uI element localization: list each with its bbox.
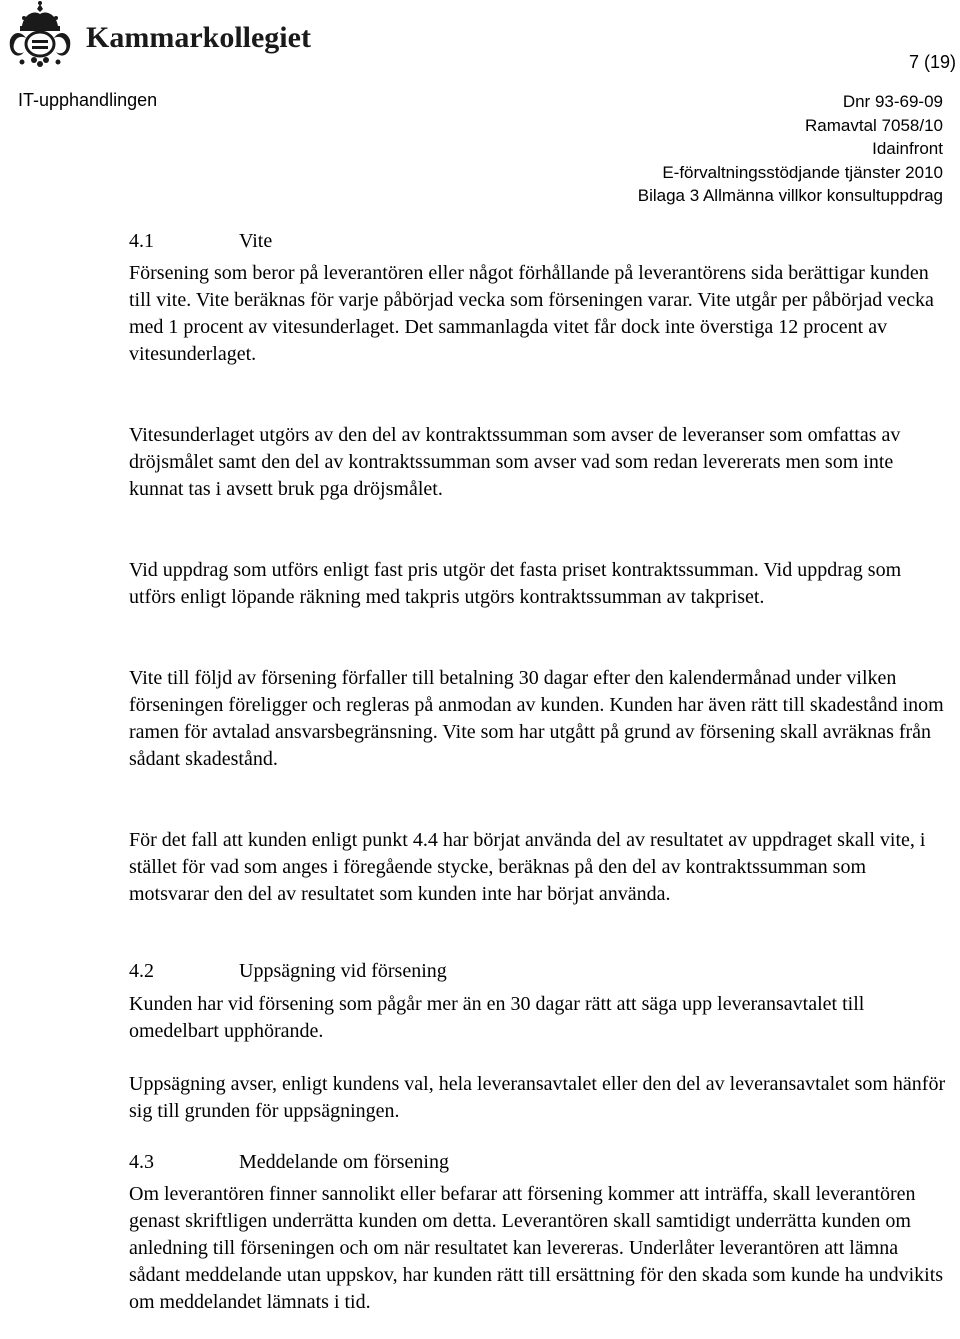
paragraph: Försening som beror på leverantören eller något förhållande på leverantörens sida berättigar kunden till vite. Vite beräknas för varje påbörjad vecka som förseningen varar. Vite utgår per påbörjad vecka med 1 procent av vitesunderlaget. Det sammanlagda vitet får dock inte överstiga 12 procent av vitesunderlaget.: [129, 262, 934, 365]
document-meta: [383, 90, 943, 208]
meta-line-appendix: Bilaga 3 Allmänna villkor konsultuppdrag: [637, 186, 943, 205]
page-number: 7 (19): [908, 52, 956, 72]
meta-line-supplier: Idainfront: [872, 139, 943, 158]
section-heading-4-2: [129, 958, 447, 985]
section-number: 4.2: [129, 960, 154, 982]
crown-emblem-icon: [4, 0, 324, 70]
section-title: Uppsägning vid försening: [239, 960, 447, 982]
paragraph: Vitesunderlaget utgörs av den del av kontraktssumman som avser de leveranser som omfattas av dröjsmålet samt den del av kontraktssumman som avser vad som redan levererats men som inte kunnat tas i avsett bruk pga dröjsmålet.: [129, 424, 901, 500]
section-number: 4.1: [129, 230, 154, 252]
section-title: Meddelande om försening: [239, 1151, 449, 1173]
logo-wordmark: Kammarkollegiet: [86, 21, 311, 54]
section-heading-4-1: [129, 228, 272, 255]
paragraph: Kunden har vid försening som pågår mer än en 30 dagar rätt att säga upp leveransavtalet till omedelbart upphörande.: [129, 993, 865, 1042]
logo: [4, 0, 324, 70]
meta-line-dnr: Dnr 93-69-09: [842, 92, 943, 111]
paragraph: Uppsägning avser, enligt kundens val, hela leveransavtalet eller den del av leveransavtalet som hänför sig till grunden för uppsägningen.: [129, 1073, 946, 1122]
meta-line-ramavtal: Ramavtal 7058/10: [805, 115, 943, 135]
section-number: 4.3: [129, 1151, 154, 1173]
section-title: Vite: [239, 230, 273, 252]
paragraph: Om leverantören finner sannolikt eller befarar att försening kommer att inträffa, skall leverantören genast skriftligen underrätta kunden om detta. Leverantören skall samtidigt underrätta kunden om anledning till förseningen och om när resultatet kan levereras. Underlåter leverantören att lämna sådant meddelande utan uppskov, har kunden rätt till ersättning för den skada som kunde ha undvikits om meddelandet lämnats i tid.: [129, 1183, 944, 1313]
department-name: IT-upphandlingen: [18, 90, 158, 110]
paragraph: Vid uppdrag som utförs enligt fast pris utgör det fasta priset kontraktssumman. Vid uppdrag som utförs enligt löpande räkning med takpris utgörs kontraktssumman av takpriset.: [129, 559, 902, 608]
paragraph: Vite till följd av försening förfaller till betalning 30 dagar efter den kalendermånad under vilken förseningen föreligger och regleras på anmodan av kunden. Kunden har även rätt till skadestånd inom ramen för avtalad ansvarsbegränsning. Vite som har utgått på grund av försening skall avräknas från sådant skadestånd.: [129, 667, 944, 770]
section-heading-4-3: [129, 1149, 449, 1176]
meta-line-area: E-förvaltningsstödjande tjänster 2010: [662, 162, 943, 182]
paragraph: För det fall att kunden enligt punkt 4.4 har börjat använda del av resultatet av uppdraget skall vite, i stället för vad som anges i föregående stycke, beräknas på den del av kontraktssumman som motsvarar den del av resultatet som kunden inte har börjat använda.: [129, 829, 926, 905]
